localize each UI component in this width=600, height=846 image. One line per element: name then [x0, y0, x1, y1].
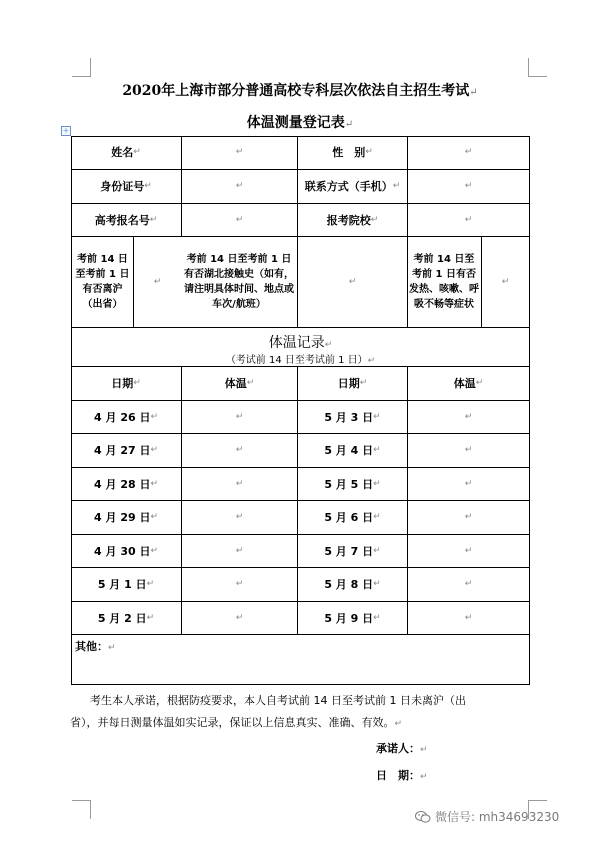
crop-mark-bottom-left	[72, 800, 91, 819]
date-header-right: 日期 ↵	[337, 377, 368, 390]
date-cell: 4 月 30 日 ↵	[94, 544, 158, 558]
date-cell: 4 月 29 日 ↵	[94, 511, 158, 524]
name-label: 姓名 ↵	[111, 146, 141, 159]
temp-header-right: 体温 ↵	[453, 377, 484, 390]
table-move-handle-icon[interactable]: +	[62, 126, 70, 135]
temperature-input[interactable]: ↵	[235, 612, 244, 623]
temperature-input[interactable]: ↵	[235, 545, 244, 556]
contact-field[interactable]: ↵	[464, 181, 473, 191]
crop-mark-top-right	[528, 58, 547, 77]
date-header-left: 日期 ↵	[111, 377, 141, 390]
registration-table	[71, 136, 530, 685]
temperature-input[interactable]: ↵	[464, 545, 473, 556]
watermark-text: 微信号: mh34693230	[435, 810, 560, 824]
left-shanghai-field[interactable]: ↵	[153, 276, 162, 287]
others-field[interactable]	[72, 654, 528, 683]
date-cell: 4 月 27 日 ↵	[94, 444, 158, 457]
date-cell: 5 月 2 日 ↵	[97, 611, 155, 625]
name-field[interactable]: ↵	[235, 147, 244, 157]
pledge-text: 考生本人承诺，根据防疫要求，本人自考试前 14 日至考试前 1 日未离沪（出 省），并每日测量体温如实记录，保证以上信息真实、准确、有效。↵	[70, 694, 466, 729]
date-cell: 4 月 28 日 ↵	[94, 477, 158, 491]
exam-number-field[interactable]: ↵	[235, 214, 244, 225]
date-cell: 5 月 1 日 ↵	[97, 578, 155, 591]
date-cell: 5 月 4 日 ↵	[324, 444, 381, 457]
temperature-input[interactable]: ↵	[464, 512, 473, 522]
date-cell: 5 月 8 日 ↵	[324, 578, 381, 591]
temperature-input[interactable]: ↵	[235, 445, 244, 455]
wechat-icon	[415, 810, 431, 824]
temperature-input[interactable]: ↵	[464, 478, 473, 489]
others-label: 其他：↵	[75, 640, 116, 653]
gender-label: 性 别 ↵	[332, 146, 373, 159]
watermark	[415, 808, 559, 825]
form-title: 体温测量登记表↵	[246, 115, 354, 131]
temperature-input[interactable]: ↵	[464, 411, 473, 422]
symptom-question: 考前 14 日至考前 1 日有否发热、咳嗽、呼吸不畅等症状	[409, 254, 479, 310]
temperature-input[interactable]: ↵	[235, 478, 244, 489]
temperature-input[interactable]: ↵	[235, 579, 244, 589]
date-cell: 4 月 26 日 ↵	[94, 410, 158, 424]
id-field[interactable]: ↵	[235, 181, 244, 191]
symptom-field[interactable]: ↵	[501, 276, 510, 287]
id-label: 身份证号 ↵	[100, 180, 152, 193]
date-cell: 5 月 5 日 ↵	[324, 477, 381, 491]
school-field[interactable]: ↵	[464, 214, 473, 225]
gender-field[interactable]: ↵	[464, 147, 473, 157]
temp-header-left: 体温 ↵	[224, 377, 255, 390]
date-cell: 5 月 7 日 ↵	[324, 544, 381, 558]
temperature-input[interactable]: ↵	[464, 579, 473, 589]
temperature-input[interactable]: ↵	[464, 445, 473, 455]
temperature-input[interactable]: ↵	[464, 612, 473, 623]
hubei-contact-field[interactable]: ↵	[348, 276, 357, 287]
school-label: 报考院校 ↵	[326, 213, 379, 227]
signer-label: 承诺人：↵	[376, 742, 428, 755]
date-cell: 5 月 3 日 ↵	[324, 410, 381, 424]
contact-label: 联系方式（手机） ↵	[304, 180, 401, 193]
temperature-input[interactable]: ↵	[235, 512, 244, 522]
temperature-section-subtitle: （考试前 14 日至考试前 1 日）↵	[225, 355, 376, 366]
date-cell: 5 月 9 日 ↵	[324, 611, 381, 625]
sign-date-label: 日 期：↵	[376, 769, 428, 782]
crop-mark-top-left	[72, 58, 91, 77]
hubei-contact-question: 考前 14 日至考前 1 日有否湖北接触史（如有，请注明具体时间、地点或车次/航班）	[184, 254, 294, 310]
exam-number-label: 高考报名号 ↵	[94, 213, 158, 227]
left-shanghai-question: 考前 14 日至考前 1 日有否离沪（出省）	[75, 254, 130, 310]
date-cell: 5 月 6 日 ↵	[324, 511, 381, 524]
temperature-input[interactable]: ↵	[235, 411, 244, 422]
document-title: 2020年上海市部分普通高校专科层次依法自主招生考试↵	[122, 83, 478, 99]
temperature-section-title: 体温记录↵	[268, 335, 333, 351]
